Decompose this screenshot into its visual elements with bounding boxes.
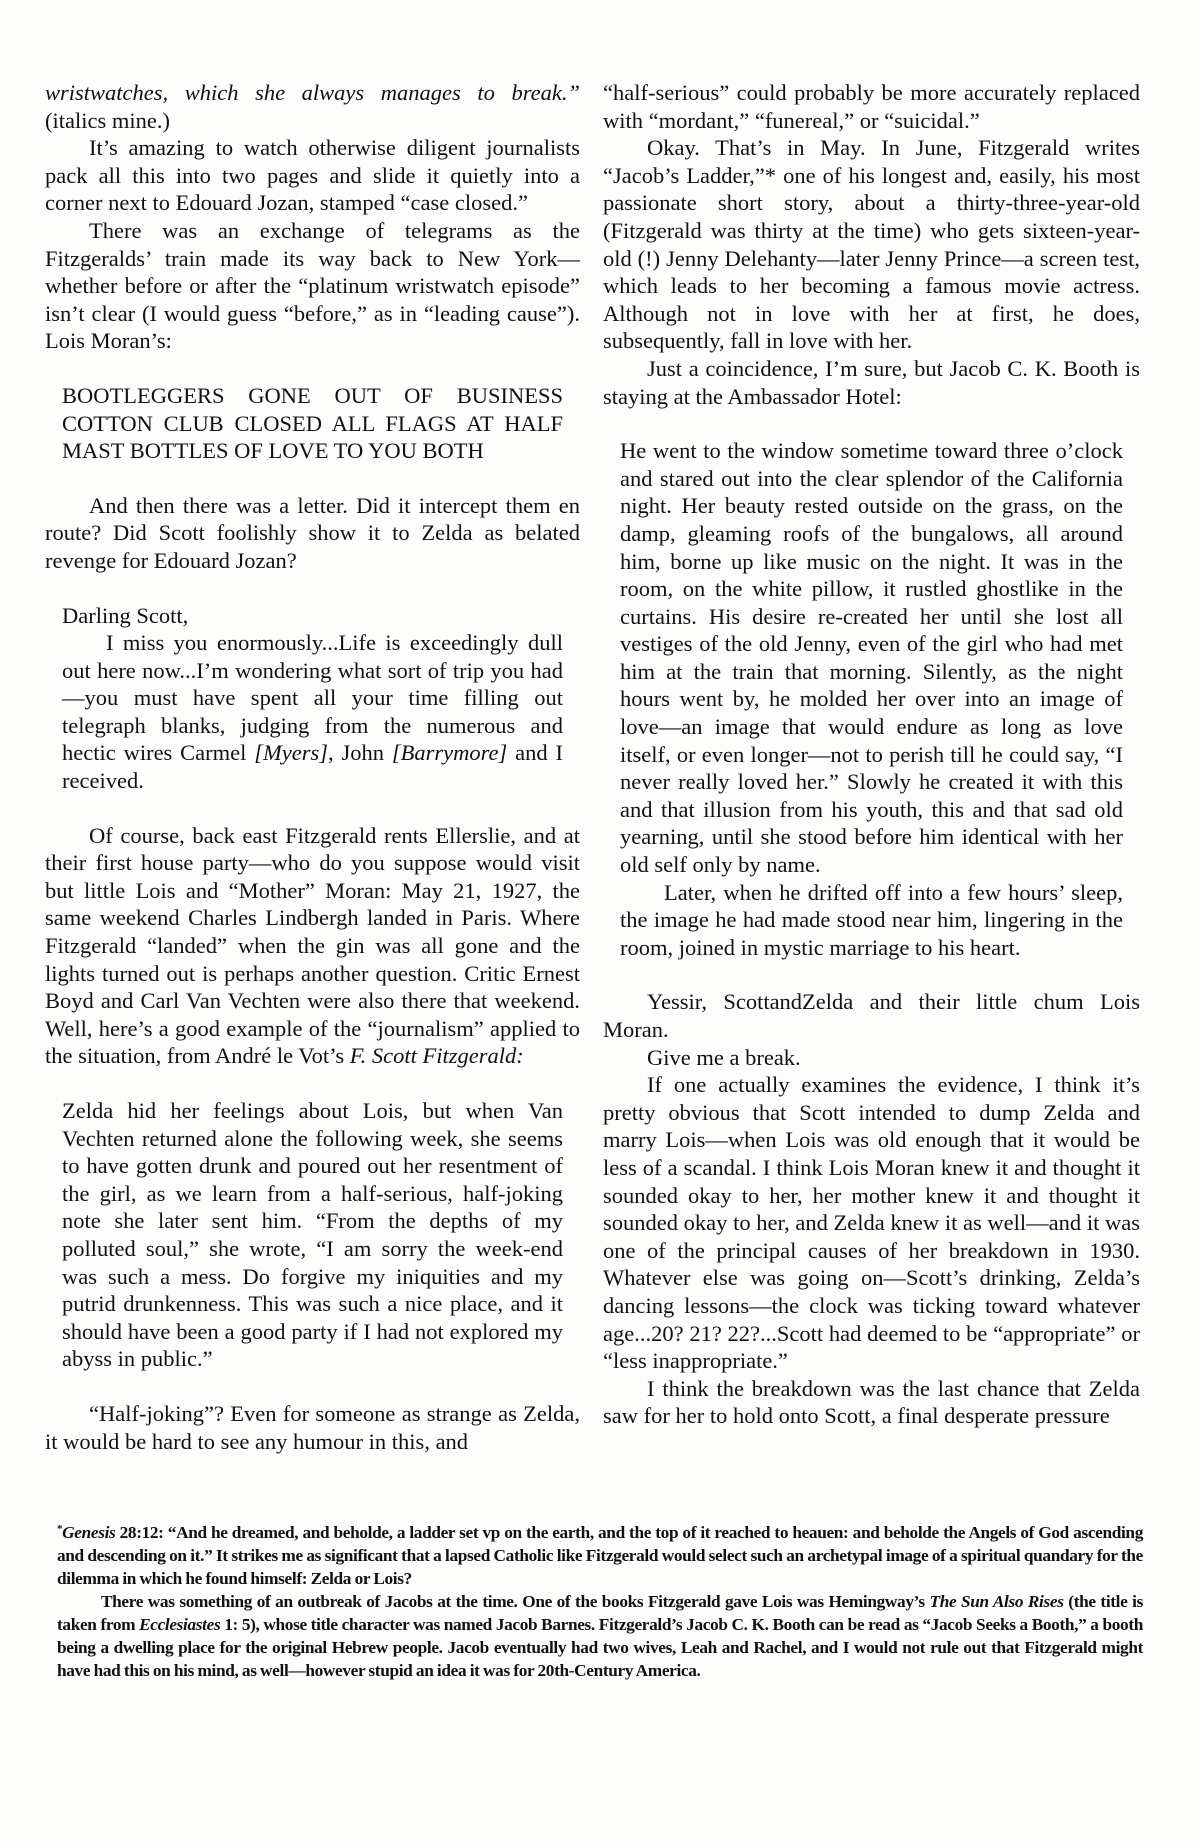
body-paragraph: [603, 134, 1140, 355]
text-run: He went to the window sometime toward three o’clock and stared out into the clear splendor of the California night. Her beauty rested outside on the grass, on the damp, gleaming roofs of the bungalows, all around him, borne up like music on the night. It was in the room, on the white pillow, it rustled ghostlike in the curtains. His desire re-created her until she lost all vestiges of the old Jenny, even of the girl who had met him at the train that morning. Silently, as the night hours went by, he molded her over into an image of love—an image that would endure as long as love itself, or even longer—not to perish till he could say, “I never really loved her.” Slowly he created it with this and that illusion from his youth, this and that sad old yearning, until she stood before him identical with her old self only by name.: [620, 438, 1123, 878]
block-quote: [620, 437, 1123, 961]
text-run: There was something of an outbreak of Jacobs at the time. One of the books Fitzgerald gave Lois was Hemingway’s: [101, 1592, 930, 1611]
italic-text: Genesis: [62, 1523, 116, 1542]
text-run: And then there was a letter. Did it intercept them en route? Did Scott foolishly show it to Zelda as belated revenge for Edouard Jozan?: [45, 492, 580, 573]
quote-paragraph: [62, 382, 563, 465]
body-paragraph: [45, 492, 580, 575]
body-paragraph: [603, 1071, 1140, 1375]
text-run: I miss you enormously...Life is exceedingly dull out here now...I’m wondering what sort of trip you had—you must have spent all your time filling out telegraph blanks, judging from the numerous and hectic wires Carmel: [62, 630, 563, 766]
body-paragraph: [603, 1044, 1140, 1072]
body-paragraph: [603, 79, 1140, 134]
footnote-marker: *: [57, 1523, 63, 1535]
text-run: Zelda hid her feelings about Lois, but when Van Vechten returned alone the following week, she seems to have gotten drunk and poured out her resentment of the girl, as we learn from a half-serious, half-joking note she later sent him. “From the depths of my polluted soul,” she wrote, “I am sorry the week-end was such a mess. Do forgive my iniquities and my putrid drunkenness. This was such a nice place, and it should have been a good party if I had not explored my abyss in public.”: [62, 1098, 563, 1372]
text-run: I think the breakdown was the last chance that Zelda saw for her to hold onto Scott, a final desperate pressure: [603, 1375, 1140, 1429]
italic-text: [Myers]: [254, 740, 329, 766]
quote-paragraph: [620, 879, 1123, 962]
italic-text: Ecclesiastes: [139, 1615, 221, 1634]
left-text-column: [45, 79, 580, 1455]
quote-paragraph: [620, 437, 1123, 879]
footnote-paragraph: [57, 1518, 1143, 1590]
text-run: (italics mine.): [45, 107, 170, 133]
body-paragraph: [45, 1400, 580, 1455]
text-run: Later, when he drifted off into a few hours’ sleep, the image he had made stood near him, lingering in the room, joined in mystic marriage to his heart.: [620, 879, 1123, 960]
quote-paragraph: [62, 602, 563, 630]
text-run: 1: 5), whose title character was named Jacob Barnes. Fitzgerald’s Jacob C. K. Booth can be read as “Jacob Seeks a Booth,” a booth being a dwelling place for the original Hebrew people. Jacob eventually had two wives, Leah and Rachel, and I would not rule out that Fitzgerald might have had this on his mind, as well—however stupid an idea it was for 20th-Century America.: [57, 1615, 1143, 1680]
body-paragraph: [603, 1375, 1140, 1430]
italic-text: wristwatches, which she always manages to break.”: [45, 80, 580, 105]
text-run: Just a coincidence, I’m sure, but Jacob C. K. Booth is staying at the Ambassador Hotel:: [603, 355, 1140, 409]
block-quote: [62, 1097, 563, 1373]
italic-text: F. Scott Fitzgerald:: [349, 1043, 524, 1069]
body-paragraph: [45, 822, 580, 1070]
quote-paragraph: [62, 1097, 563, 1373]
text-run: “half-serious” could probably be more accurately replaced with “mordant,” “funereal,” or “suicidal.”: [603, 80, 1140, 133]
text-run: There was an exchange of telegrams as the Fitzgeralds’ train made its way back to New York—whether before or after the “platinum wristwatch episode” isn’t clear (I would guess “before,” as in “leading cause”). Lois Moran’s:: [45, 217, 580, 354]
italic-text: [Barrymore]: [391, 740, 508, 766]
text-run: Give me a break.: [647, 1044, 801, 1070]
text-run: Okay. That’s in May. In June, Fitzgerald writes “Jacob’s Ladder,”* one of his longest and, easily, his most passionate short story, about a thirty-three-year-old (Fitzgerald was thirty at the time) who gets sixteen-year-old (!) Jenny Delehanty—later Jenny Prince—a screen test, which leads to her becoming a famous movie actress. Although not in love with her at first, he does, subsequently, fall in love with her.: [603, 135, 1140, 354]
body-paragraph: [45, 217, 580, 355]
text-run: If one actually examines the evidence, I think it’s pretty obvious that Scott intended to dump Zelda and marry Lois—when Lois was old enough that it would be less of a scandal. I think Lois Moran knew it and thought it sounded okay to her, her mother knew it and thought it sounded okay to her, and Zelda knew it as well—and it was one of the principal causes of her breakdown in 1930. Whatever else was going on—Scott’s drinking, Zelda’s dancing lessons—the clock was ticking toward whatever age...20? 21? 22?...Scott had deemed to be “appropriate” or “less inappropriate.”: [603, 1072, 1140, 1374]
right-text-column: [603, 79, 1140, 1430]
text-run: Of course, back east Fitzgerald rents Ellerslie, and at their first house party—who do you suppose would visit but little Lois and “Mother” Moran: May 21, 1927, the same weekend Charles Lindbergh landed in Paris. Where Fitzgerald “landed” when the gin was all gone and the lights turned out is perhaps another question. Critic Ernest Boyd and Carl Van Vechten were also there that weekend. Well, here’s a good example of the “journalism” applied to the situation, from André le Vot’s: [45, 822, 580, 1069]
text-run: , John: [328, 740, 392, 766]
body-paragraph: [603, 988, 1140, 1043]
text-run: (the title is taken from: [57, 1592, 1143, 1634]
italic-text: The Sun Also Rises: [929, 1592, 1064, 1611]
body-paragraph: [603, 355, 1140, 410]
text-run: 28:12: “And he dreamed, and beholde, a ladder set vp on the earth, and the top of it reached to heauen: and beholde the Angels of God ascending and descending on it.” It strikes me as significant that a lapsed Catholic like Fitzgerald would select such an archetypal image of a spiritual quandary for the dilemma in which he found himself: Zelda or Lois?: [57, 1523, 1143, 1588]
text-run: It’s amazing to watch otherwise diligent journalists pack all this into two pages and slide it quietly into a corner next to Edouard Jozan, stamped “case closed.”: [45, 135, 580, 216]
text-run: Darling Scott,: [62, 602, 189, 628]
quote-paragraph: [62, 629, 563, 795]
block-quote: [62, 602, 563, 795]
text-run: Yessir, ScottandZelda and their little chum Lois Moran.: [603, 989, 1140, 1042]
footnote: [57, 1518, 1143, 1682]
text-run: BOOTLEGGERS GONE OUT OF BUSINESS COTTON CLUB CLOSED ALL FLAGS AT HALF MAST BOTTLES OF LOVE TO YOU BOTH: [62, 382, 563, 464]
block-quote: [62, 382, 563, 465]
body-paragraph: [45, 79, 580, 134]
text-run: and I received.: [62, 740, 563, 794]
footnote-paragraph: [57, 1590, 1143, 1682]
text-run: “Half-joking”? Even for someone as strange as Zelda, it would be hard to see any humour in this, and: [45, 1400, 580, 1454]
body-paragraph: [45, 134, 580, 217]
